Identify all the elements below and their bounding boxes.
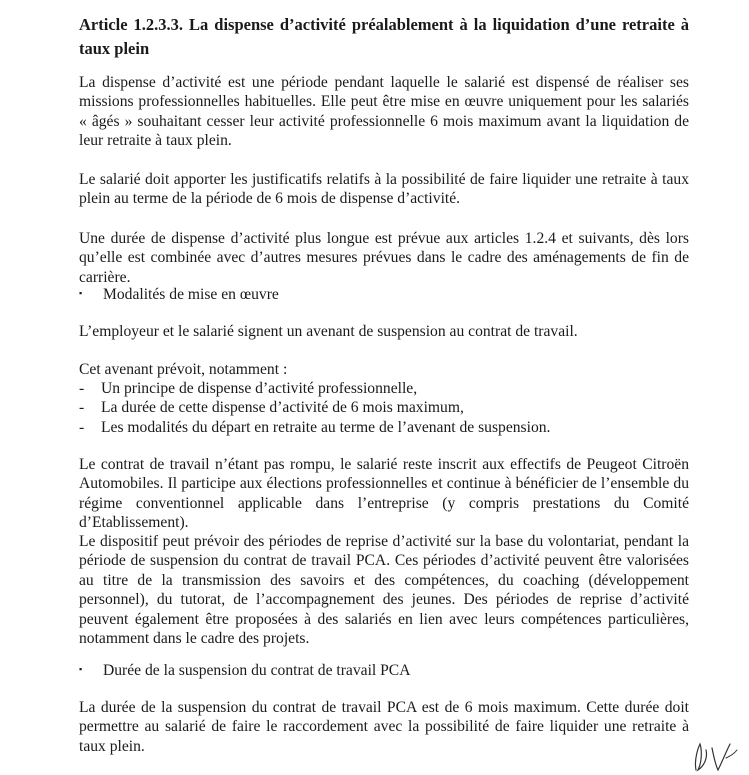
paragraph-contrat: Le contrat de travail n’étant pas rompu, le salarié reste inscrit aux effectifs de Peugeot Citroën Automobiles. Il participe aux élections professionnelles et continue à bénéficier de l’ensemble du régime conventionnel applicable dans l’entreprise (y compris prestations du Comité d’Etablissement).: [79, 456, 689, 532]
signature-initials-icon: [690, 740, 740, 774]
paragraph-duree-suspension: La durée de la suspension du contrat de travail PCA est de 6 mois maximum. Cette durée doit permettre au salarié de faire le raccordement avec la possibilité de faire liquider une retraite à taux plein.: [79, 699, 689, 755]
bullet-duree-label: Durée de la suspension du contrat de travail PCA: [103, 662, 411, 679]
paragraph-avenant: L’employeur et le salarié signent un avenant de suspension au contrat de travail.: [79, 323, 578, 340]
article-title: Article 1.2.3.3. La dispense d’activité préalablement à la liquidation d’une retraite à taux plein: [79, 15, 689, 58]
bullet-duree: [79, 661, 679, 681]
paragraph-duree-longue: Une durée de dispense d’activité plus longue est prévue aux articles 1.2.4 et suivants, dès lors qu’elle est combinée avec d’autres mesures prévues dans le cadre des aménagements de fin de carrière.: [79, 230, 689, 286]
bullet-modalites-label: Modalités de mise en œuvre: [103, 286, 279, 303]
paragraph-definition: La dispense d’activité est une période pendant laquelle le salarié est dispensé de réaliser ses missions professionnelles habituelles. Elle peut être mise en œuvre uniquement pour les salariés « âgés » souhaitant cesser leur activité professionnelle 6 mois maximum avant la liquidation de leur retraite à taux plein.: [79, 74, 689, 150]
bullet-modalites: [79, 285, 679, 305]
list-item-text: Un principe de dispense d’activité professionnelle,: [101, 380, 418, 397]
paragraph-dispositif: Le dispositif peut prévoir des périodes de reprise d’activité sur la base du volontariat, pendant la période de suspension du contrat de travail PCA. Ces périodes d’activité peuvent être valorisées au titre de la transmission des savoirs et des compétences, du coaching (développement personnel), du tutorat, de l’accompagnement des jeunes. Des périodes de reprise d’activité peuvent également être proposées à des salariés en lien avec leurs compétences particulières, notamment dans le cadre des projets.: [79, 533, 689, 648]
list-item: [79, 418, 689, 437]
square-bullet-icon: ▪: [79, 287, 83, 298]
dash-marker: -: [79, 399, 85, 417]
dash-marker: -: [79, 380, 85, 397]
list-item-text: La durée de cette dispense d’activité de 6 mois maximum,: [101, 399, 464, 417]
list-item: [79, 379, 689, 398]
avenant-list: [79, 379, 689, 437]
paragraph-avenant-prevoit: Cet avenant prévoit, notamment :: [79, 361, 288, 378]
list-item: [79, 398, 689, 417]
list-item-text: Les modalités du départ en retraite au terme de l’avenant de suspension.: [101, 418, 551, 436]
dash-marker: -: [79, 418, 85, 436]
square-bullet-icon: ▪: [79, 663, 83, 674]
paragraph-justificatifs: Le salarié doit apporter les justificatifs relatifs à la possibilité de faire liquider une retraite à taux plein au terme de la période de 6 mois de dispense d’activité.: [79, 171, 689, 208]
